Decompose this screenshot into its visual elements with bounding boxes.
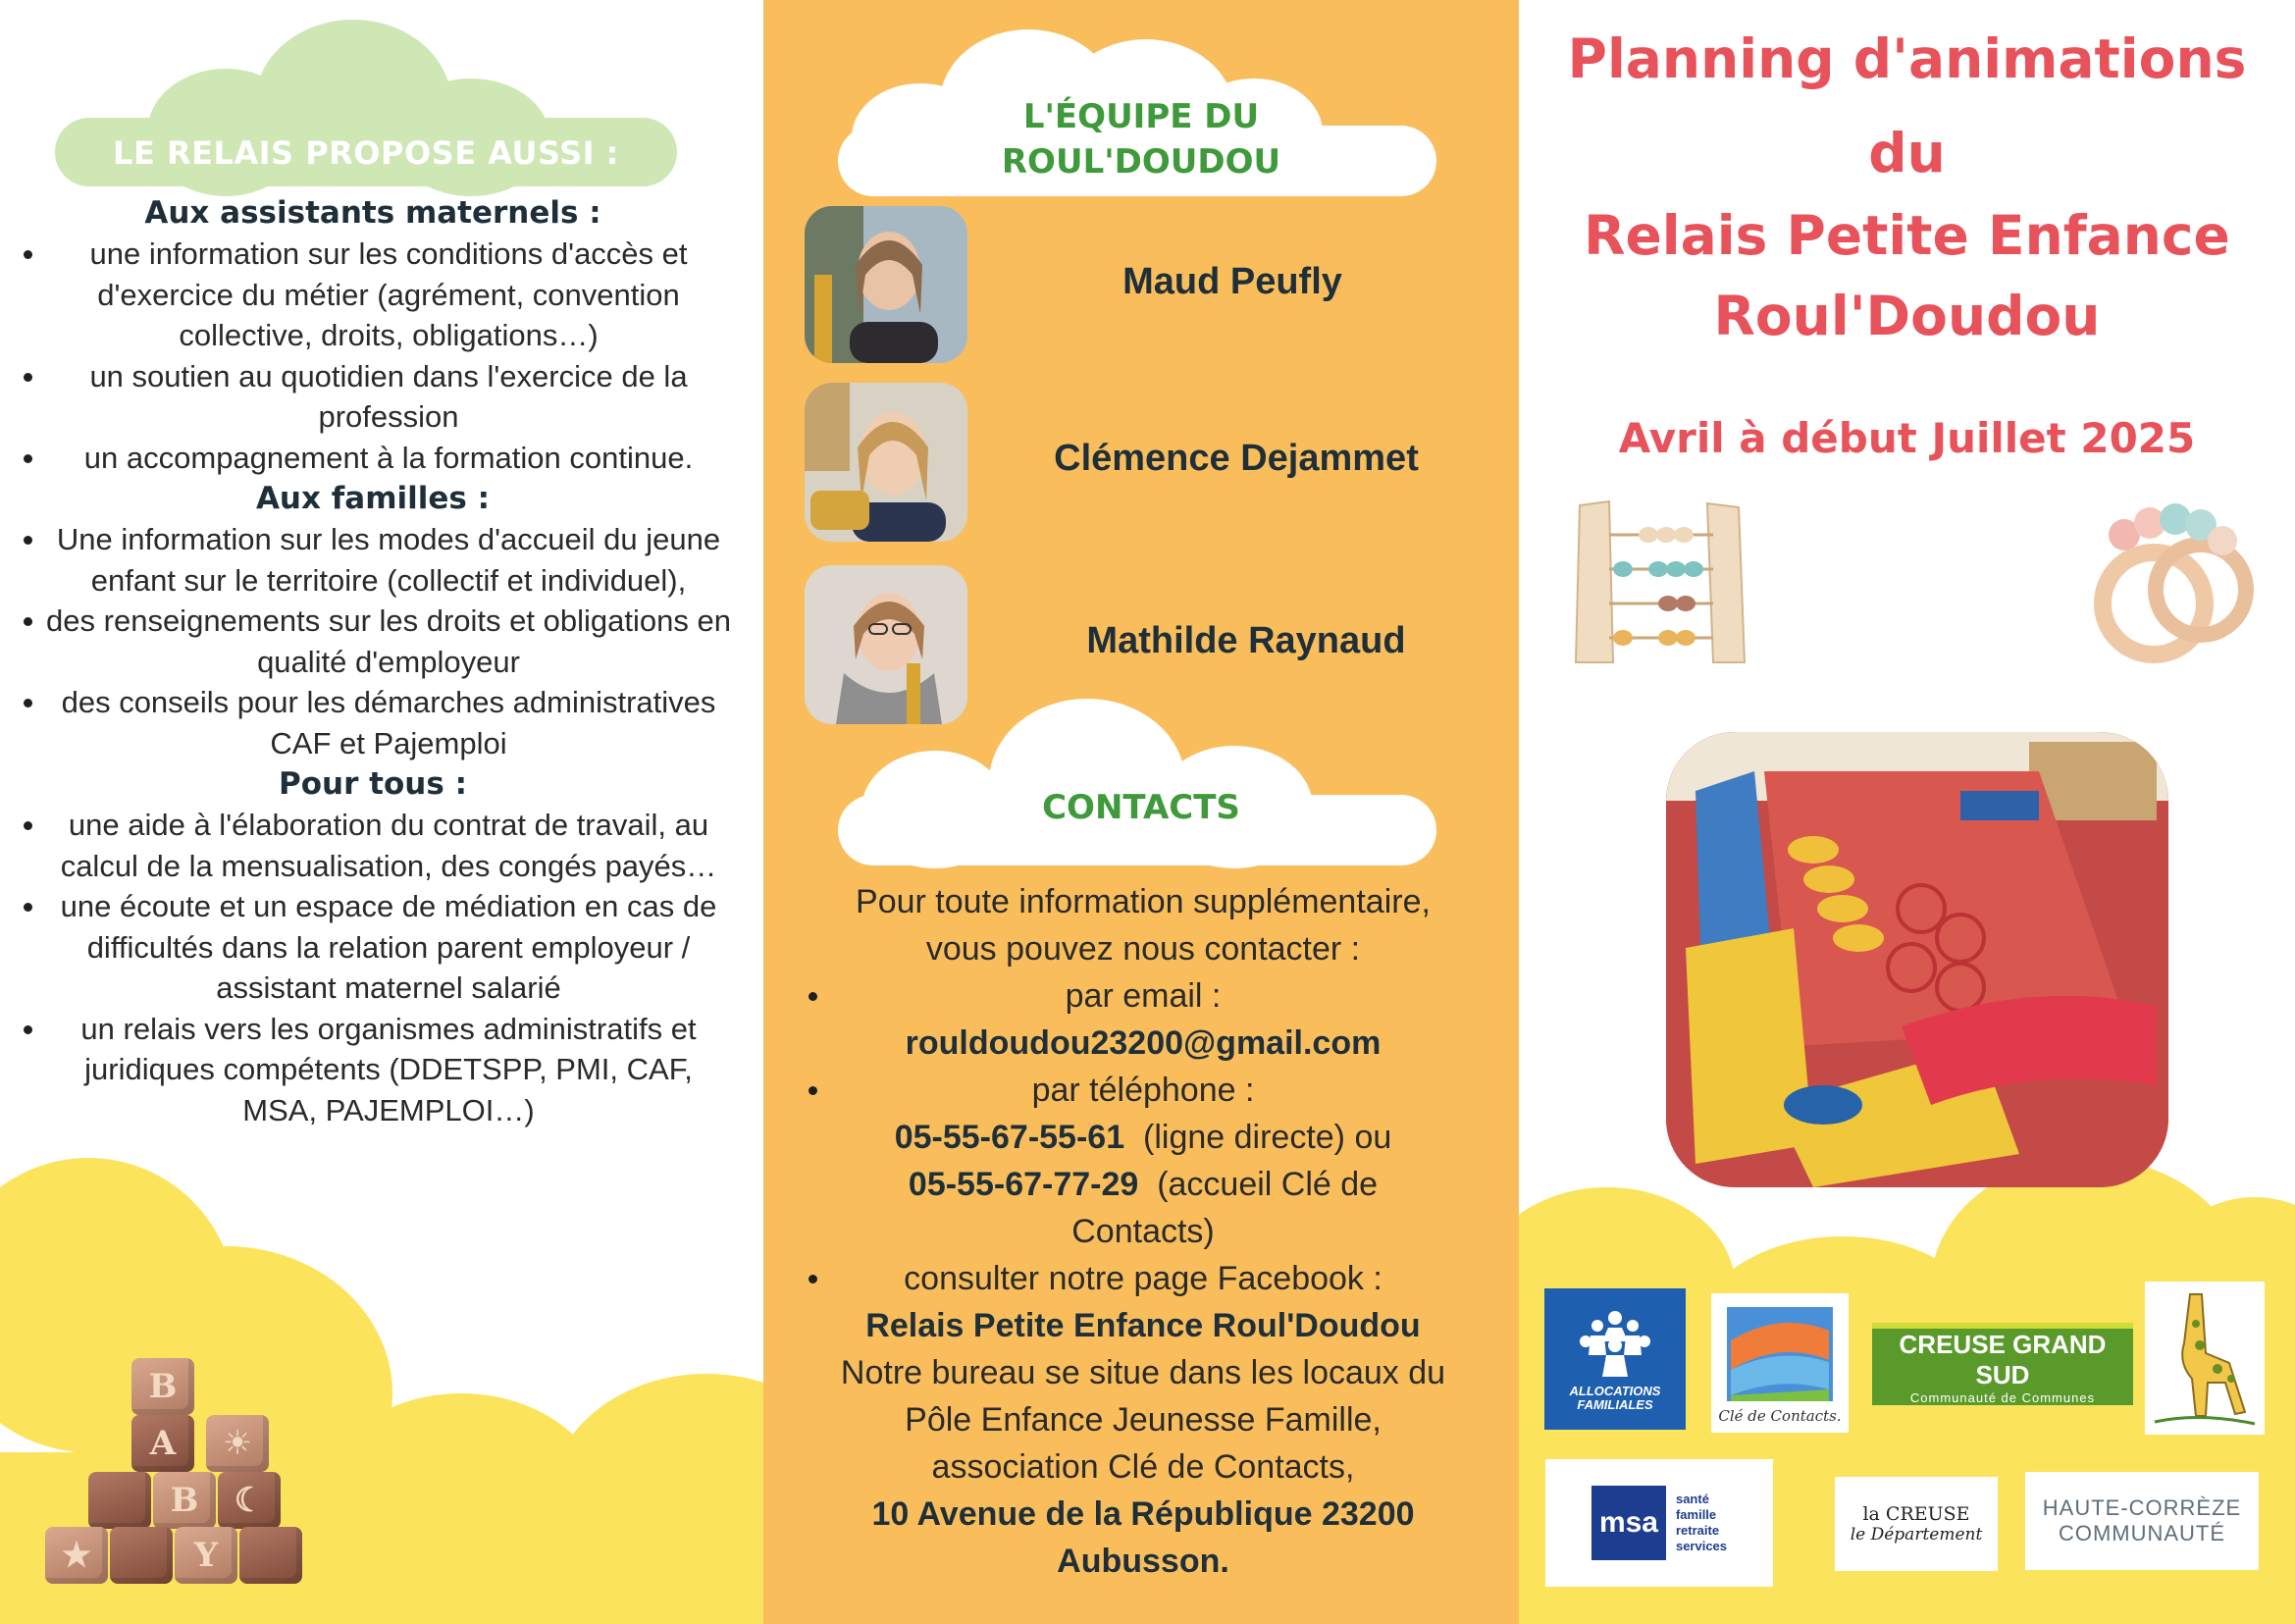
list-item: un accompagnement à la formation continue. <box>10 438 736 479</box>
left-panel <box>0 0 763 1624</box>
contact-info <box>785 878 1501 1585</box>
giraffe-icon <box>2151 1284 2259 1432</box>
block: B <box>153 1472 216 1529</box>
creuse-grand-sud-label: CREUSE GRAND SUD <box>1899 1329 2107 1389</box>
list-item: un relais vers les organismes administratifs et juridiques compétents (DDETSPP, PMI, CAF, MSA, PAJEMPLOI…) <box>10 1009 736 1131</box>
caf-people-icon <box>1571 1306 1659 1385</box>
caf-logo <box>1544 1288 1686 1430</box>
phone-note: (ligne directe) ou <box>1143 1119 1392 1156</box>
member-name: Mathilde Raynaud <box>1086 620 1406 661</box>
list-item: Une information sur les modes d'accueil du jeune enfant sur le territoire (collectif et individuel), <box>10 519 736 601</box>
team-title <box>763 94 1519 184</box>
section-heading: Aux familles : <box>255 481 491 516</box>
hands-icon <box>1721 1301 1839 1407</box>
list-item: une aide à l'élaboration du contrat de travail, au calcul de la mensualisation, des congés payés… <box>10 805 736 886</box>
portrait-icon <box>805 383 967 542</box>
msa-tagline <box>1676 1492 1727 1554</box>
giraffe-logo <box>2145 1282 2265 1435</box>
creuse-grand-sud-logo <box>1872 1323 2133 1405</box>
services-list <box>10 192 736 1130</box>
block <box>88 1472 151 1529</box>
date-range: Avril à début Juillet 2025 <box>1618 414 2196 462</box>
block-moon-icon: ☾ <box>218 1472 281 1529</box>
phone-note: (accueil Clé de <box>1157 1166 1379 1203</box>
block: B <box>131 1358 194 1415</box>
list-item: une écoute et un espace de médiation en cas de difficultés dans la relation parent employeur / assistant maternel salarié <box>10 886 736 1009</box>
team-title-line: ROUL'DOUDOU <box>1001 142 1281 182</box>
creuse-grand-sud-sub: Communauté de Communes <box>1909 1389 2096 1405</box>
facebook-link[interactable] <box>785 1302 1501 1349</box>
msa-mark: msa <box>1591 1486 1666 1560</box>
list-item: un soutien au quotidien dans l'exercice de la profession <box>10 356 736 438</box>
abacus-icon <box>1570 496 1751 667</box>
member-photo <box>805 565 967 724</box>
page-title: du <box>1868 122 1946 184</box>
member-photo <box>805 206 967 363</box>
member-name: Clémence Dejammet <box>1054 438 1419 479</box>
intro-text: vous pouvez nous contacter : <box>925 930 1361 968</box>
block: Y <box>175 1527 237 1584</box>
section-heading: Pour tous : <box>279 766 467 802</box>
cle-de-contacts-logo <box>1711 1293 1849 1433</box>
list-item: une information sur les conditions d'accès et d'exercice du métier (agrément, convention collective, droits, obligations…) <box>10 234 736 356</box>
teething-rings-icon <box>2085 496 2262 672</box>
address-line <box>785 1538 1501 1585</box>
block-sun-icon: ☀ <box>206 1415 269 1472</box>
intro-text: Pour toute information supplémentaire, <box>856 883 1431 920</box>
phone-note: Contacts) <box>1071 1213 1215 1250</box>
office-text: Notre bureau se situe dans les locaux du <box>840 1354 1446 1391</box>
office-text: association Clé de Contacts, <box>931 1448 1355 1486</box>
playroom-image-icon <box>1666 732 2168 1187</box>
facebook-label: consulter notre page Facebook : <box>785 1255 1501 1302</box>
phone-label: par téléphone : <box>785 1067 1501 1114</box>
address-text: Aubusson. <box>1057 1543 1229 1580</box>
email-link[interactable] <box>785 1020 1501 1067</box>
address-line <box>785 1491 1501 1538</box>
email-address[interactable]: rouldoudou23200@gmail.com <box>905 1024 1382 1062</box>
haute-correze-line: COMMUNAUTÉ <box>2058 1521 2226 1545</box>
msa-logo <box>1545 1459 1773 1587</box>
page-title: Roul'Doudou <box>1713 285 2101 347</box>
creuse-dept-line: la CREUSE <box>1862 1503 1970 1525</box>
creuse-departement-logo <box>1835 1477 1998 1571</box>
phone-line <box>785 1114 1501 1161</box>
phone-line <box>785 1161 1501 1208</box>
cle-label: Clé de Contacts. <box>1718 1407 1842 1425</box>
section-heading: Aux assistants maternels : <box>144 195 601 231</box>
caf-label: ALLOCATIONS FAMILIALES <box>1569 1384 1661 1412</box>
office-text: Pôle Enfance Jeunesse Famille, <box>905 1401 1382 1439</box>
msa-line: retraite <box>1675 1523 1720 1538</box>
list-item: des conseils pour les démarches administratives CAF et Pajemploi <box>10 682 736 763</box>
block <box>110 1527 173 1584</box>
address-text: 10 Avenue de la République 23200 <box>871 1495 1415 1533</box>
email-label: par email : <box>785 972 1501 1020</box>
portrait-icon <box>805 206 967 363</box>
block <box>239 1527 302 1584</box>
msa-line: famille <box>1675 1507 1717 1522</box>
creuse-dept-line: le Département <box>1850 1525 1983 1545</box>
list-item: des renseignements sur les droits et obligations en qualité d'employeur <box>10 601 736 682</box>
haute-correze-logo <box>2025 1472 2259 1570</box>
facebook-page-name[interactable]: Relais Petite Enfance Roul'Doudou <box>865 1307 1421 1344</box>
msa-line: santé <box>1675 1492 1709 1506</box>
portrait-icon <box>805 565 967 724</box>
phone-number[interactable]: 05-55-67-55-61 <box>894 1119 1125 1156</box>
team-title-line: L'ÉQUIPE DU <box>1022 97 1260 136</box>
block-star-icon: ★ <box>45 1527 108 1584</box>
member-photo <box>805 383 967 542</box>
member-name: Maud Peufly <box>1122 261 1342 302</box>
relais-title: LE RELAIS PROPOSE AUSSI : <box>113 134 619 172</box>
contacts-title: CONTACTS <box>1042 788 1240 827</box>
page-title: Planning d'animations <box>1567 27 2247 90</box>
playroom-photo <box>1666 732 2168 1187</box>
page-title: Relais Petite Enfance <box>1584 204 2230 267</box>
block: A <box>131 1415 194 1472</box>
phone-number[interactable]: 05-55-67-77-29 <box>908 1166 1139 1203</box>
baby-blocks-illustration <box>39 1344 314 1580</box>
haute-correze-line: HAUTE-CORRÈZE <box>2042 1495 2242 1520</box>
msa-line: services <box>1675 1539 1728 1553</box>
